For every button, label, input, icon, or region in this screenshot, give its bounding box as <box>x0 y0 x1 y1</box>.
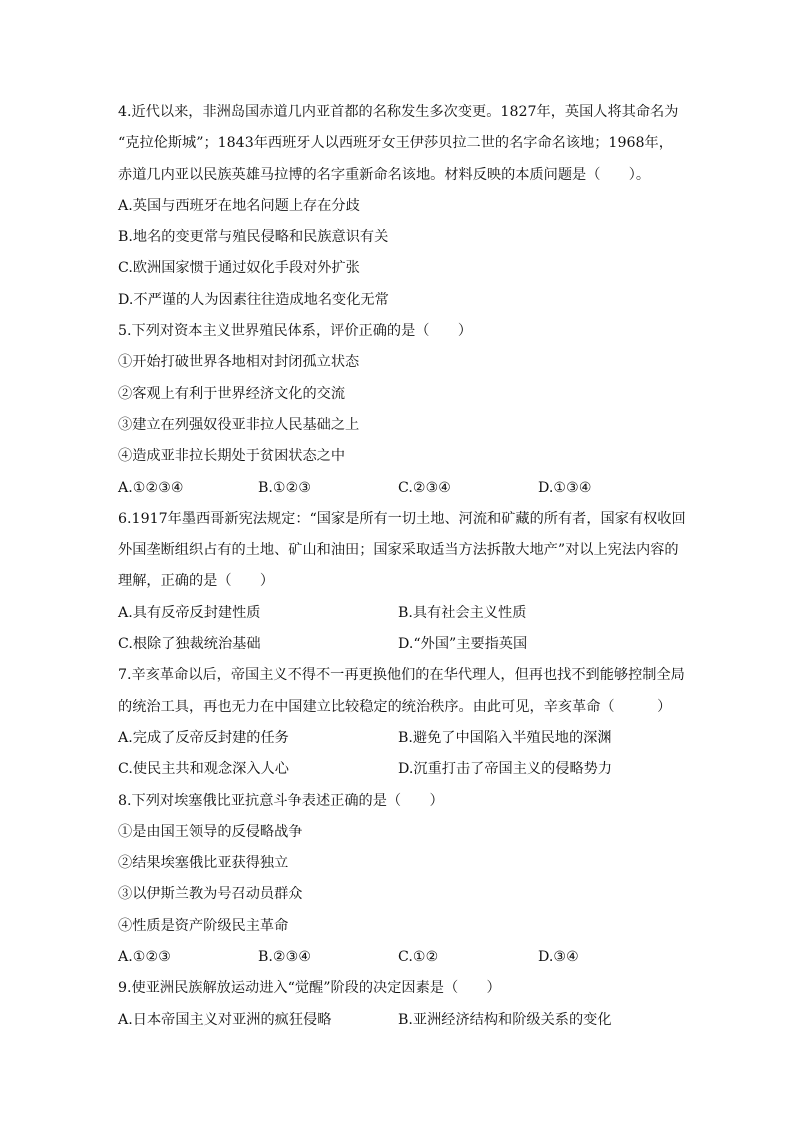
question-stem-line: 外国垄断组织占有的土地、矿山和油田；国家采取适当方法拆散大地产”对以上宪法内容的 <box>118 542 679 559</box>
option-a: A.①②③ <box>118 949 171 966</box>
question-stem-line: 6.1917年墨西哥新宪法规定：“国家是所有一切土地、河流和矿藏的所有者，国家有权收回 <box>118 510 686 527</box>
question-9 <box>118 973 678 1036</box>
question-4 <box>118 97 678 316</box>
option-b: B.具有社会主义性质 <box>398 604 527 621</box>
option-row <box>118 598 678 629</box>
question-stem-line: 5.下列对资本主义世界殖民体系，评价正确的是（ ） <box>118 323 473 340</box>
question-stem-line: 9.使亚洲民族解放运动进入“觉醒”阶段的决定因素是（ ） <box>118 980 501 997</box>
option-c: C.①② <box>398 949 439 966</box>
option-d: D.不严谨的人为因素往往造成地名变化无常 <box>118 291 389 308</box>
option-b: B.亚洲经济结构和阶级关系的变化 <box>398 1011 612 1028</box>
option-c: C.根除了独裁统治基础 <box>118 636 261 653</box>
question-5 <box>118 316 678 504</box>
option-a: A.英国与西班牙在地名问题上存在分歧 <box>118 197 360 214</box>
option-a: A.完成了反帝反封建的任务 <box>118 729 289 746</box>
option-a: A.日本帝国主义对亚洲的疯狂侵略 <box>118 1011 332 1028</box>
statement-item: ①开始打破世界各地相对封闭孤立状态 <box>118 354 360 371</box>
question-stem-line: 7.辛亥革命以后，帝国主义不得不一再更换他们的在华代理人，但再也找不到能够控制全局 <box>118 667 685 684</box>
statement-item: ①是由国王领导的反侵略战争 <box>118 823 303 840</box>
option-row <box>118 473 678 504</box>
statement-item: ②客观上有利于世界经济文化的交流 <box>118 385 346 402</box>
question-stem-line: 4.近代以来，非洲岛国赤道几内亚首都的名称发生多次变更。1827年，英国人将其命名为 <box>118 104 679 120</box>
question-stem-line: 理解，正确的是（ ） <box>118 573 275 590</box>
option-c: C.欧洲国家惯于通过奴化手段对外扩张 <box>118 260 360 277</box>
question-stem-line: 的统治工具，再也无力在中国建立比较稳定的统治秩序。由此可见，辛亥革命（ ） <box>118 698 672 715</box>
question-list <box>118 97 686 1036</box>
question-stem-line: “克拉伦斯城”；1843年西班牙人以西班牙女王伊莎贝拉二世的名字命名该地；1968年， <box>118 135 673 152</box>
statement-item: ②结果埃塞俄比亚获得独立 <box>118 855 289 872</box>
option-c: C.②③④ <box>398 479 452 496</box>
statement-item: ③建立在列强奴役亚非拉人民基础之上 <box>118 416 360 433</box>
question-stem-line: 8.下列对埃塞俄比亚抗意斗争表述正确的是（ ） <box>118 792 444 809</box>
option-row <box>118 1005 678 1036</box>
option-b: B.地名的变更常与殖民侵略和民族意识有关 <box>118 229 389 246</box>
question-7 <box>118 660 685 785</box>
option-row <box>118 942 678 973</box>
statement-item: ④造成亚非拉长期处于贫困状态之中 <box>118 448 346 465</box>
option-b: B.避免了中国陷入半殖民地的深渊 <box>398 729 612 746</box>
statement-item: ④性质是资产阶级民主革命 <box>118 917 289 934</box>
option-b: B.②③④ <box>258 949 312 966</box>
question-8 <box>118 786 678 974</box>
question-6 <box>118 504 686 660</box>
question-stem-line: 赤道几内亚以民族英雄马拉博的名字重新命名该地。材料反映的本质问题是（ ）。 <box>118 166 651 183</box>
option-row <box>118 723 678 754</box>
option-row <box>118 754 678 785</box>
option-d: D.“外国”主要指英国 <box>398 636 528 653</box>
option-a: A.①②③④ <box>118 479 184 496</box>
option-d: D.沉重打击了帝国主义的侵略势力 <box>398 761 613 778</box>
option-row <box>118 629 678 660</box>
option-d: D.①③④ <box>538 479 592 496</box>
option-b: B.①②③ <box>258 479 312 496</box>
option-d: D.③④ <box>538 949 579 966</box>
statement-item: ③以伊斯兰教为号召动员群众 <box>118 886 303 903</box>
option-c: C.使民主共和观念深入人心 <box>118 761 289 778</box>
option-a: A.具有反帝反封建性质 <box>118 604 261 621</box>
